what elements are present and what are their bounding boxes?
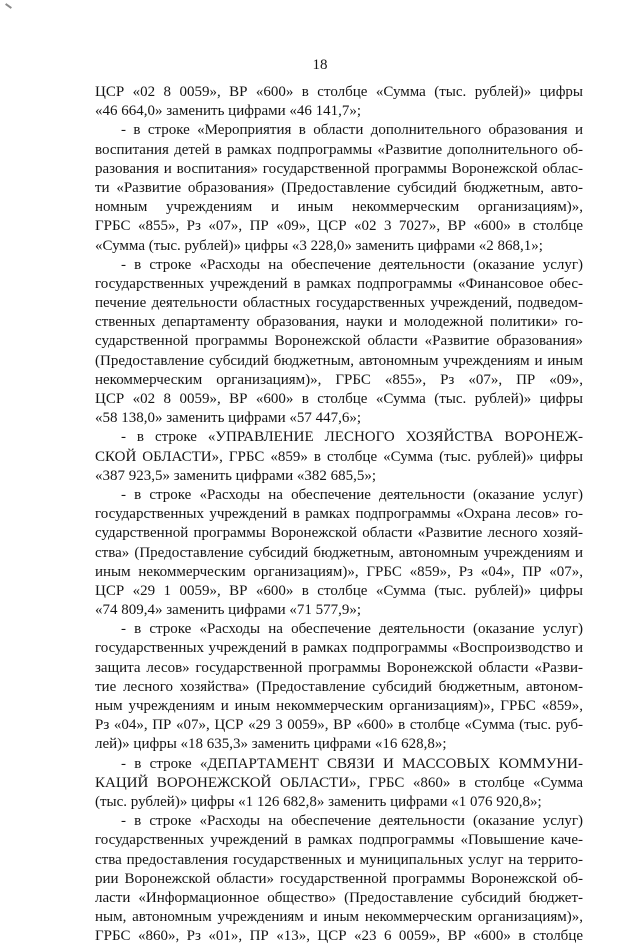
text-line: государственных учреждений в рамках подпрограммы «Финансовое обес-	[95, 275, 583, 292]
text-line: ти «Развитие образования» (Предоставление субсидий бюджетным, авто-	[95, 179, 583, 196]
text-line: номным учреждениям и иным некоммерческим организациям)»,	[95, 199, 583, 216]
text-line: государственных учреждений в рамках подпрограммы «Охрана лесов» го-	[95, 506, 583, 523]
text-line: ласти «Информационное общество» (Предоставление субсидий бюджет-	[95, 889, 583, 906]
text-line: некоммерческим организациям)», ГРБС «855», Рз «07», ПР «09»,	[95, 371, 583, 388]
text-line: ства» (Предоставление субсидий бюджетным, автономным учреждениям и	[95, 544, 583, 561]
text-line: воспитания детей в рамках подпрограммы «Развитие дополнительного об-	[95, 141, 583, 158]
text-line: ГРБС «855», Рз «07», ПР «09», ЦСР «02 3 7027», ВР «600» в столбце	[95, 218, 583, 235]
text-line: ственных департаменту образования, науки и молодежной политики» го-	[95, 314, 583, 331]
text-line: печение деятельности областных государственных учреждений, подведом-	[95, 295, 583, 312]
text-line: ЦСР «02 8 0059», ВР «600» в столбце «Сумма (тыс. рублей)» цифры	[95, 391, 583, 407]
text-line: ным, автономным учреждениям и иным некоммерческим организациям)»,	[95, 909, 583, 926]
text-line: рии Воронежской области» государственной программы Воронежской об-	[95, 870, 583, 887]
text-line: защита лесов» государственной программы Воронежской области «Разви-	[95, 659, 583, 676]
text-line: (тыс. рублей)» цифры «1 126 682,8» заменить цифрами «1 076 920,8»;	[95, 793, 542, 810]
text-line: разования и воспитания» государственной программы Воронежской облас-	[95, 160, 583, 177]
text-line: ным учреждениям и иным некоммерческим организациям)», ГРБС «859»,	[95, 698, 583, 714]
page-number: 18	[312, 57, 328, 73]
text-line: государственных учреждений в рамках подпрограммы «Воспроизводство и	[95, 640, 583, 657]
text-line: ЦСР «29 1 0059», ВР «600» в столбце «Сумма (тыс. рублей)» цифры	[95, 582, 583, 599]
text-line: ГРБС «860», Рз «01», ПР «13», ЦСР «23 6 0059», ВР «600» в столбце	[95, 928, 583, 945]
body-text	[95, 83, 583, 946]
text-line: - в строке «Расходы на обеспечение деятельности (оказание услуг)	[121, 813, 583, 830]
text-line: «Сумма (тыс. рублей)» цифры «3 228,0» заменить цифрами «2 868,1»;	[95, 237, 543, 254]
text-line: - в строке «Мероприятия в области дополнительного образования и	[121, 122, 583, 139]
text-line: - в строке «Расходы на обеспечение деятельности (оказание услуг)	[121, 621, 583, 638]
scan-corner-mark	[5, 3, 12, 9]
text-line: - в строке «УПРАВЛЕНИЕ ЛЕСНОГО ХОЗЯЙСТВА ВОРОНЕЖ-	[121, 429, 583, 446]
text-line: лей)» цифры «18 635,3» заменить цифрами «16 628,8»;	[95, 736, 447, 753]
text-line: «74 809,4» заменить цифрами «71 577,9»;	[95, 602, 362, 619]
text-line: иным некоммерческим организациям)», ГРБС «859», Рз «04», ПР «07»,	[95, 563, 583, 580]
text-line: «387 923,5» заменить цифрами «382 685,5»;	[95, 467, 377, 484]
text-line: сударственной программы Воронежской области «Развитие лесного хозяй-	[95, 525, 583, 542]
text-line: КАЦИЙ ВОРОНЕЖСКОЙ ОБЛАСТИ», ГРБС «860» в столбце «Сумма	[95, 774, 583, 791]
text-line: тие лесного хозяйства» (Предоставление субсидий бюджетным, автоном-	[95, 678, 583, 695]
text-line: - в строке «Расходы на обеспечение деятельности (оказание услуг)	[121, 256, 583, 273]
text-line: государственных учреждений в рамках подпрограммы «Повышение каче-	[95, 832, 583, 849]
text-line: СКОЙ ОБЛАСТИ», ГРБС «859» в столбце «Сумма (тыс. рублей)» цифры	[95, 448, 583, 465]
text-line: ства предоставления государственных и муниципальных услуг на террито-	[95, 851, 583, 868]
text-line: ЦСР «02 8 0059», ВР «600» в столбце «Сумма (тыс. рублей)» цифры	[95, 84, 583, 100]
text-line: сударственной программы Воронежской области «Развитие образования»	[95, 333, 583, 350]
text-line: - в строке «ДЕПАРТАМЕНТ СВЯЗИ И МАССОВЫХ КОММУНИ-	[121, 755, 583, 772]
text-line: «58 138,0» заменить цифрами «57 447,6»;	[95, 410, 362, 427]
text-line: «46 664,0» заменить цифрами «46 141,7»;	[95, 103, 362, 120]
text-line: (Предоставление субсидий бюджетным, автономным учреждениям и иным	[95, 352, 583, 369]
text-line: - в строке «Расходы на обеспечение деятельности (оказание услуг)	[121, 486, 583, 503]
text-line: Рз «04», ПР «07», ЦСР «29 3 0059», ВР «600» в столбце «Сумма (тыс. руб-	[95, 717, 583, 734]
